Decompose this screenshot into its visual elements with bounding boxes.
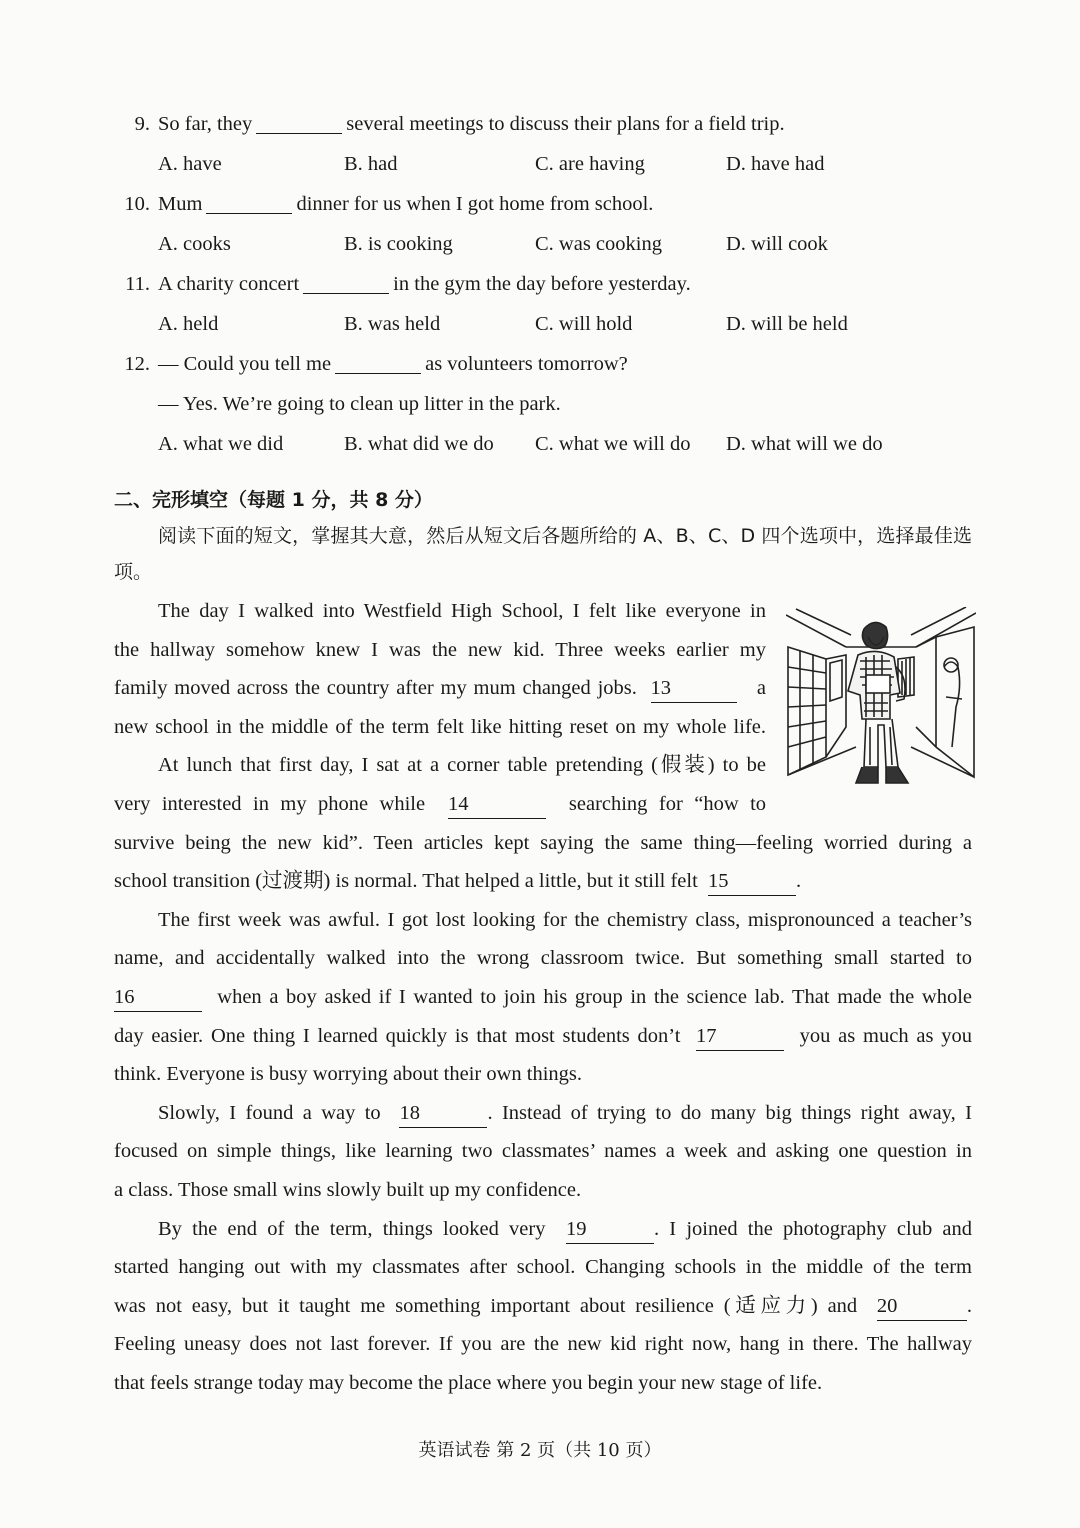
question-number: 9. xyxy=(134,113,150,135)
passage-line: family moved across the country after my mum changed jobs. 13 a xyxy=(114,669,766,708)
question-text: So far, they xyxy=(158,113,253,135)
passage-line: name, and accidentally walked into the wrong classroom twice. But something small started to xyxy=(114,947,972,970)
blank-16: 16 xyxy=(114,983,202,1012)
option-a: A. held xyxy=(158,313,219,335)
page-footer: 英语试卷 第 2 页（共 10 页） xyxy=(418,1440,662,1461)
passage-line: a class. Those small wins slowly built up my confidence. xyxy=(114,1179,582,1201)
question-12-reply xyxy=(114,384,972,424)
blank-15: 15 xyxy=(708,867,796,896)
passage-line: that feels strange today may become the place where you begin your new stage of life. xyxy=(114,1372,823,1394)
option-c: C. what we will do xyxy=(535,433,691,455)
passage-line: focused on simple things, like learning two classmates’ names a week and asking one question in xyxy=(114,1140,972,1163)
passage-line: survive being the new kid”. Teen articles kept saying the same thing—feeling worried during a xyxy=(114,831,972,854)
passage-line: At lunch that first day, I sat at a corner table pretending (假装) to be xyxy=(158,754,766,777)
option-c: C. are having xyxy=(535,153,645,175)
option-b: B. had xyxy=(344,153,398,175)
passage-line: very interested in my phone while 14 searching for “how to xyxy=(114,785,766,824)
passage-line: think. Everyone is busy worrying about their own things. xyxy=(114,1063,583,1086)
passage-line: Slowly, I found a way to 18 . Instead of trying to do many big things right away, I xyxy=(158,1094,972,1133)
option-d: D. what will we do xyxy=(726,433,883,455)
reply-text: — Yes. We’re going to clean up litter in the park. xyxy=(158,393,561,415)
option-a: A. cooks xyxy=(158,233,231,255)
passage-line: The day I walked into Westfield High School, I felt like everyone in xyxy=(158,600,766,622)
section-instruction: 阅读下面的短文，掌握其大意，然后从短文后各题所给的 A、B、C、D 四个选项中，选择最佳选项。 xyxy=(114,525,972,583)
passage-line: day easier. One thing I learned quickly is that most students don’t 17 you as much as you xyxy=(114,1017,972,1056)
options-11 xyxy=(114,304,972,344)
option-a: A. what we did xyxy=(158,433,284,455)
passage-line: new school in the middle of the term felt like hitting reset on my whole life. xyxy=(114,715,766,738)
option-d: D. will be held xyxy=(726,313,848,335)
option-b: B. is cooking xyxy=(344,233,453,255)
passage-line: started hanging out with my classmates after school. Changing schools in the middle of the term xyxy=(114,1256,972,1279)
passage-line: 16 when a boy asked if I wanted to join his group in the science lab. That made the whole xyxy=(114,978,972,1017)
option-d: D. have had xyxy=(726,153,825,175)
answer-blank xyxy=(303,267,389,294)
passage-line: school transition (过渡期) is normal. That helped a little, but it still felt 15 . xyxy=(114,862,972,901)
question-12 xyxy=(114,344,972,384)
question-text: dinner for us when I got home from school. xyxy=(296,193,654,215)
passage-line: Feeling uneasy does not last forever. If you are the new kid right now, hang in there. The hallway xyxy=(114,1333,972,1356)
blank-20: 20 xyxy=(877,1292,967,1321)
question-number: 11. xyxy=(125,273,150,295)
option-c: C. was cooking xyxy=(535,233,662,255)
options-12 xyxy=(114,424,972,464)
answer-blank xyxy=(206,187,292,214)
question-11 xyxy=(114,264,972,304)
question-text: as volunteers tomorrow? xyxy=(425,353,628,375)
blank-13: 13 xyxy=(651,674,737,703)
question-10 xyxy=(114,184,972,224)
question-9 xyxy=(114,104,972,144)
question-text: in the gym the day before yesterday. xyxy=(393,273,691,295)
option-b: B. what did we do xyxy=(344,433,494,455)
question-text: — Could you tell me xyxy=(158,353,332,375)
section-title: 二、完形填空（每题 1 分，共 8 分） xyxy=(114,489,433,511)
options-9 xyxy=(114,144,972,184)
question-number: 10. xyxy=(124,193,150,215)
question-text: Mum xyxy=(158,193,203,215)
option-a: A. have xyxy=(158,153,222,175)
student-in-hallway-illustration xyxy=(786,607,976,799)
blank-19: 19 xyxy=(566,1215,654,1244)
option-d: D. will cook xyxy=(726,233,828,255)
question-text: A charity concert xyxy=(158,273,300,295)
passage-line: was not easy, but it taught me something important about resilience (适应力) and 20 . xyxy=(114,1287,972,1326)
passage-line: The first week was awful. I got lost looking for the chemistry class, mispronounced a teacher’s xyxy=(158,908,972,931)
blank-18: 18 xyxy=(399,1099,487,1128)
passage-line: By the end of the term, things looked very 19 . I joined the photography club and xyxy=(158,1210,972,1249)
blank-17: 17 xyxy=(696,1022,784,1051)
answer-blank xyxy=(256,107,342,134)
options-10 xyxy=(114,224,972,264)
question-text: several meetings to discuss their plans for a field trip. xyxy=(346,113,785,135)
blank-14: 14 xyxy=(448,790,546,819)
answer-blank xyxy=(335,347,421,374)
passage-line: the hallway somehow knew I was the new kid. Three weeks earlier my xyxy=(114,638,766,661)
option-b: B. was held xyxy=(344,313,441,335)
option-c: C. will hold xyxy=(535,313,633,335)
question-number: 12. xyxy=(124,353,150,375)
